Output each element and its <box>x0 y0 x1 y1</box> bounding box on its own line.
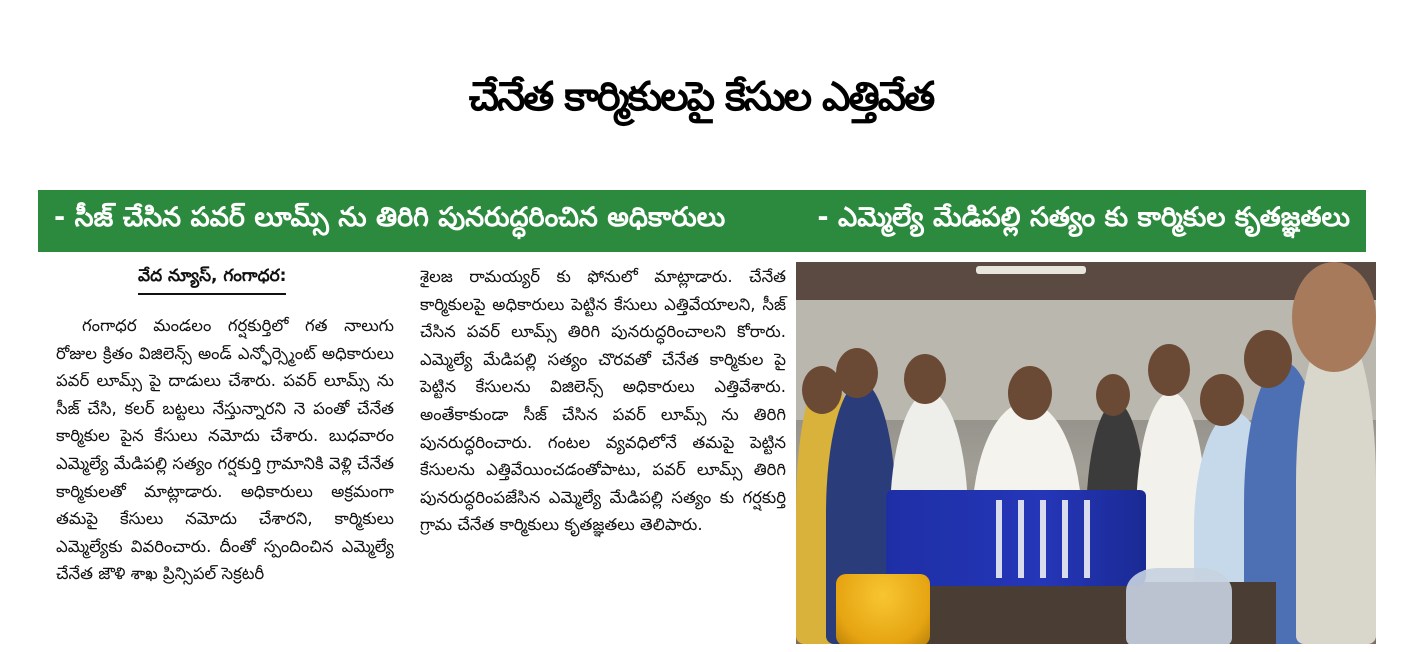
photo-head <box>904 354 946 404</box>
photo-head <box>836 348 878 398</box>
photo-head <box>1200 374 1244 426</box>
byline: వేద న్యూస్, గంగాధర: <box>138 266 286 295</box>
subheadline-1: - సీజ్ చేసిన పవర్ లూమ్స్ ను తిరిగి పునరుద్ధరించిన అధికారులు <box>54 202 726 233</box>
photo-head <box>1148 344 1190 396</box>
photo-ceiling <box>796 262 1376 300</box>
cloth-stripe <box>1018 500 1024 578</box>
subheadline-2: - ఎమ్మెల్యే మేడిపల్లి సత్యం కు కార్మికుల కృతజ్ఞతలు <box>817 202 1350 233</box>
cloth-stripe <box>1062 500 1068 578</box>
photo-head <box>1244 330 1292 388</box>
headline: చేనేత కార్మికులపై కేసుల ఎత్తివేత <box>468 74 934 120</box>
cloth-stripe <box>1040 500 1046 578</box>
article-column-1: గంగాధర మండలం గర్షకుర్తిలో గత నాలుగు రోజుల క్రితం విజిలెన్స్ అండ్ ఎన్ఫోర్స్మెంట్ అధికారులు పవర్ లూమ్స్ పై దాడులు చేశారు. పవర్ లూమ్స్ ను సీజ్ చేసి, కలర్ బట్టలు నేస్తున్నారని నె పంతో చేనేత కార్మికుల పైన కేసులు నమోదు చేశారు. బుధవారం ఎమ్మెల్యే మేడిపల్లి సత్యం గర్షకుర్తి గ్రామానికి వెళ్లి చేనేత కార్మికులతో మాట్లాడారు. అధికారులు అక్రమంగా తమపై కేసులు నమోదు చేశారని, కార్మికులు ఎమ్మెల్యేకు వివరించారు. దీంతో స్పందించిన ఎమ్మెల్యే చేనేత జౌళి శాఖ ప్రిన్సిపల్ సెక్రటరీ <box>56 316 394 584</box>
subheadline-banner <box>38 190 1366 252</box>
photo-tube-light <box>976 266 1086 274</box>
photo-yarn-spool <box>836 574 930 644</box>
cloth-stripe <box>996 500 1002 578</box>
news-photo <box>796 262 1376 644</box>
photo-blue-cloth <box>886 490 1146 586</box>
photo-head <box>1008 366 1052 420</box>
photo-plastic-bag <box>1126 568 1232 644</box>
photo-head <box>1292 262 1376 372</box>
photo-head <box>1096 374 1130 416</box>
article-column-2: శైలజ రామయ్యర్ కు ఫోనులో మాట్లాడారు. చేనేత కార్మికులపై అధికారులు పెట్టిన కేసులు ఎత్తివేయాలని, సీజ్ చేసిన పవర్ లూమ్స్ తిరిగి పునరుద్ధరించాలని కోరారు. ఎమ్మెల్యే మేడిపల్లి సత్యం చొరవతో చేనేత కార్మికుల పై పెట్టిన కేసులను విజిలెన్స్ అధికారులు ఎత్తివేశారు. అంతేకాకుండా సీజ్ చేసిన పవర్ లూమ్స్ ను తిరిగి పునరుద్ధరించారు. గంటల వ్యవధిలోనే తమపై పెట్టిన కేసులను ఎత్తివేయించడంతోపాటు, పవర్ లూమ్స్ తిరిగి పునరుద్ధరింపజేసిన ఎమ్మెల్యే మేడిపల్లి సత్యం కు గర్షకుర్తి గ్రామ చేనేత కార్మికులు కృతజ్ఞతలు తెలిపారు. <box>420 267 786 535</box>
cloth-stripe <box>1084 500 1090 578</box>
